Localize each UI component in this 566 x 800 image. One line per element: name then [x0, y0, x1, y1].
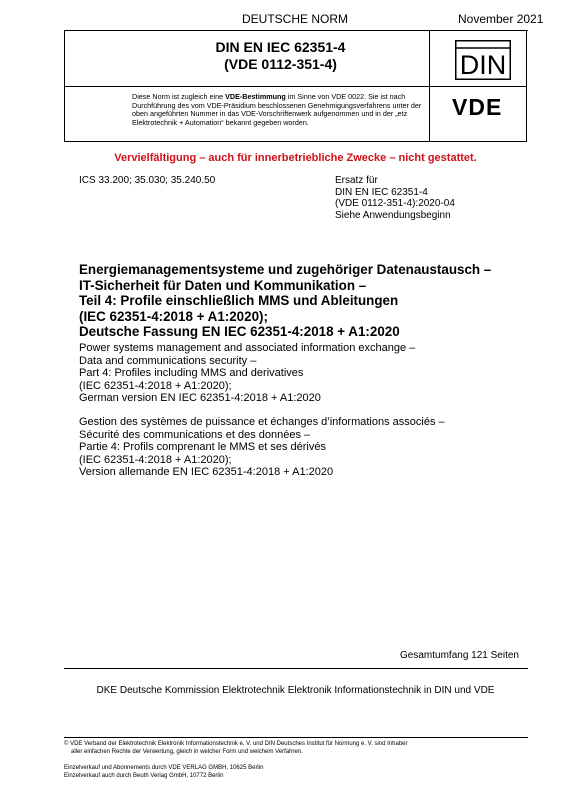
din-logo-icon — [455, 40, 511, 80]
copyright-line: aller einfachen Rechte der Verwertung, gleich in welcher Form und welchem Verfahren. — [71, 748, 303, 755]
title-line: Version allemande EN IEC 62351-4:2018 + A1:2020 — [79, 466, 334, 479]
notice-prefix: Diese Norm ist zugleich eine — [132, 92, 226, 101]
title-line: Deutsche Fassung EN IEC 62351-4:2018 + A1:2020 — [79, 324, 400, 340]
title-line: (IEC 62351-4:2018 + A1:2020); — [79, 453, 232, 466]
divider-rule — [64, 668, 528, 669]
title-line: Gestion des systèmes de puissance et échanges d’informations associés – — [79, 416, 445, 428]
copy-warning: Vervielfältigung – auch für innerbetriebliche Zwecke – nicht gestattet. — [114, 152, 477, 164]
replacement-line: Ersatz für — [335, 175, 378, 186]
copyright-notice — [64, 741, 528, 756]
copyright-line: © VDE Verband der Elektrotechnik Elektronik Informationstechnik e. V. und DIN Deutsches Institut für Normung e. V. sind Inhaber — [64, 741, 408, 747]
notice-bold: VDE-Bestimmung — [225, 92, 286, 101]
footer-rule — [64, 737, 528, 738]
replacement-line: (VDE 0112-351-4):2020-04 — [335, 198, 455, 209]
title-line: (IEC 62351-4:2018 + A1:2020); — [79, 308, 268, 324]
ics-code: ICS 33.200; 35.030; 35.240.50 — [79, 175, 216, 186]
title-line: Partie 4: Profils comprenant le MMS et ses dérivés — [79, 441, 326, 454]
sales-line: Einzelverkauf auch durch Beuth Verlag GmbH, 10772 Berlin — [64, 772, 224, 779]
notice-suffix: im Sinne von VDE 0022. Sie ist nach Durchführung des vom VDE-Präsidium beschlossenen Genehmigungsverfahrens unter der oben angeführten Nummer in das VDE-Vorschriftenwerk aufgenommen und in der „etz Elektrotechnik + Automation“ bekannt gegeben worden. — [132, 92, 422, 127]
title-line: Sécurité des communications et des données – — [79, 428, 311, 441]
din-logo-text: DIN — [459, 50, 507, 80]
title-line: Teil 4: Profile einschließlich MMS und Ableitungen — [79, 293, 399, 309]
french-title — [79, 416, 529, 479]
title-line: Energiemanagementsysteme und zugehöriger Datenaustausch – — [79, 262, 492, 277]
publication-date: November 2021 — [458, 12, 544, 26]
replacement-line: DIN EN IEC 62351-4 — [335, 186, 428, 198]
total-pages: Gesamtumfang 121 Seiten — [400, 650, 519, 661]
document-number: DIN EN IEC 62351-4 — [215, 39, 346, 55]
notice-rule — [64, 86, 527, 87]
replacement-line: Siehe Anwendungsbeginn — [335, 209, 451, 221]
title-line: German version EN IEC 62351-4:2018 + A1:2020 — [79, 392, 321, 405]
title-line: Power systems management and associated information exchange – — [79, 342, 416, 354]
title-line: IT-Sicherheit für Daten und Kommunikation – — [79, 277, 367, 293]
title-line: Part 4: Profiles including MMS and derivatives — [79, 367, 304, 380]
title-line: (IEC 62351-4:2018 + A1:2020); — [79, 379, 232, 392]
vde-notice — [132, 93, 432, 127]
dke-line: DKE Deutsche Kommission Elektrotechnik Elektronik Informationstechnik in DIN und VDE — [96, 685, 495, 696]
sales-info — [64, 765, 528, 780]
vde-logo-icon: VDE — [452, 94, 503, 120]
sales-line: Einzelverkauf und Abonnements durch VDE VERLAG GMBH, 10625 Berlin — [64, 765, 264, 771]
replacement-info — [335, 175, 455, 221]
vde-number: (VDE 0112-351-4) — [224, 56, 337, 72]
english-title — [79, 342, 529, 405]
german-title — [79, 262, 529, 340]
title-line: Data and communications security – — [79, 354, 257, 367]
norm-label: DEUTSCHE NORM — [242, 12, 349, 26]
